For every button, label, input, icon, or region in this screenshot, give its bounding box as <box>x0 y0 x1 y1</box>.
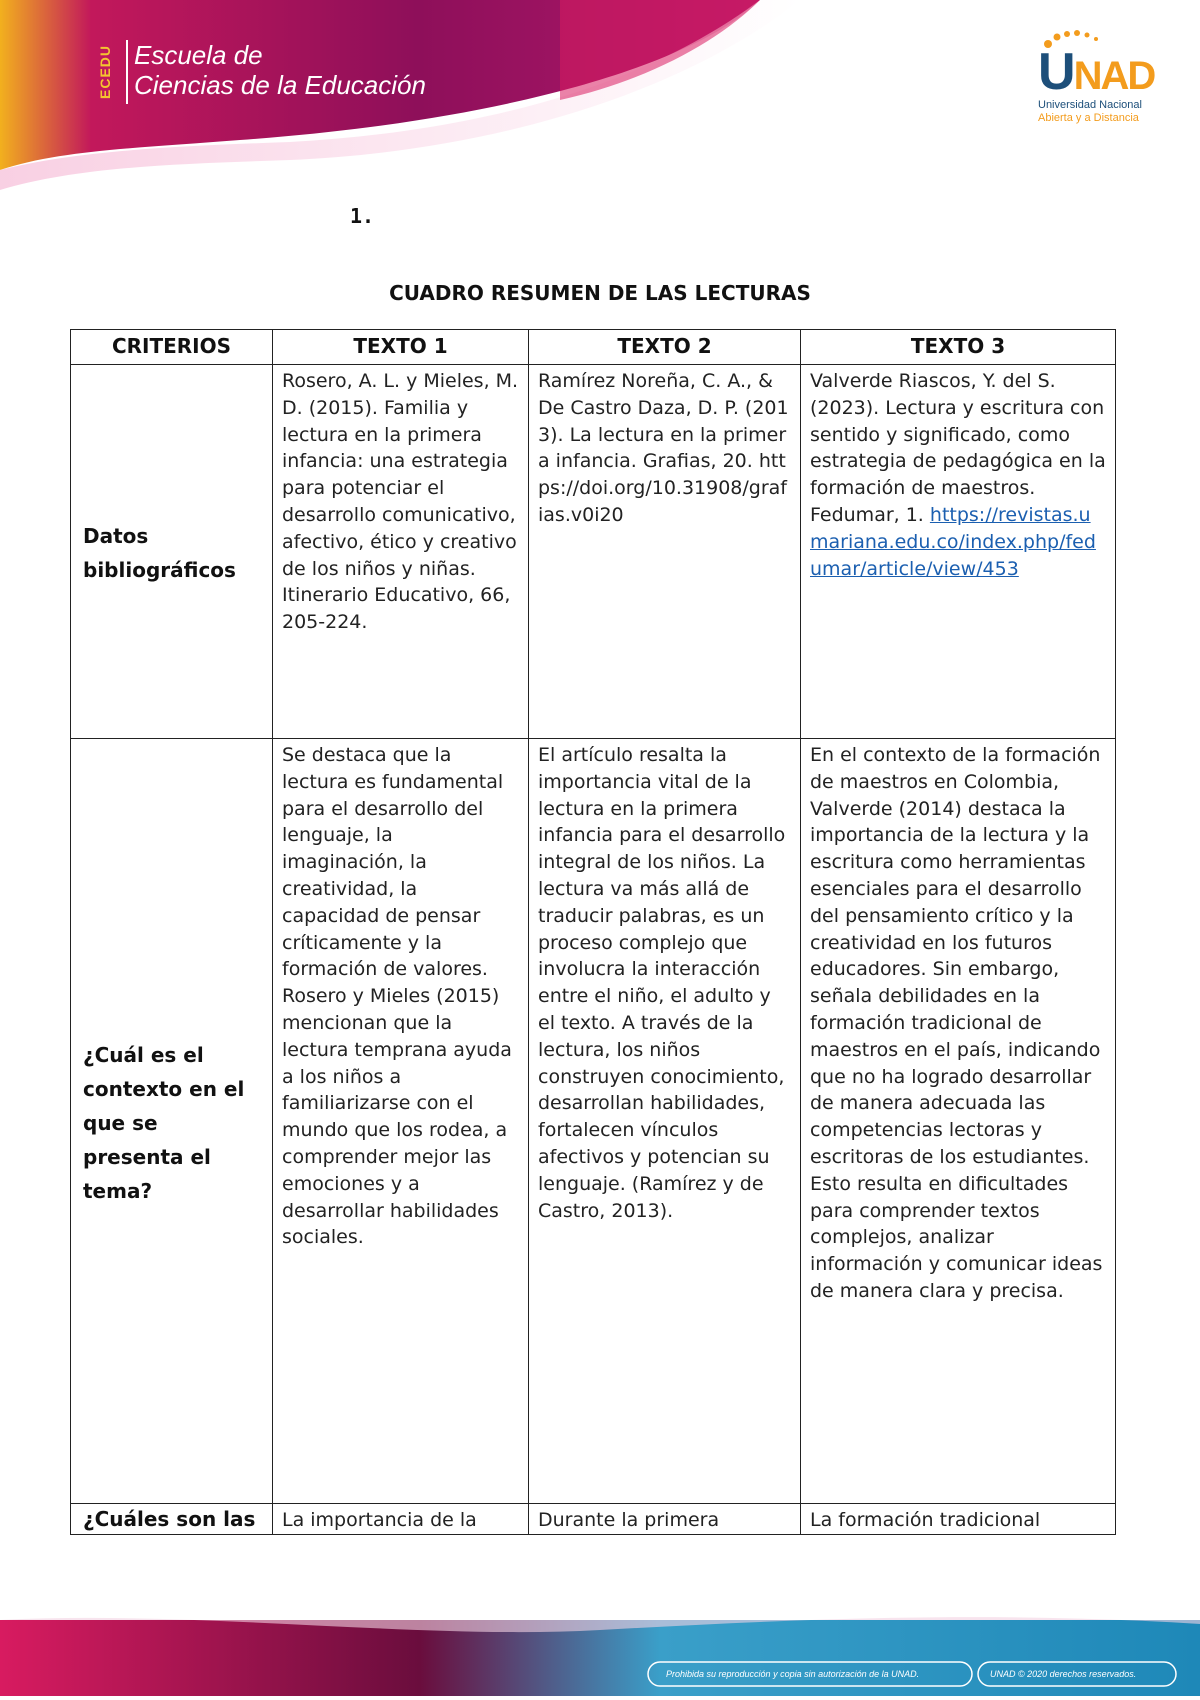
cell-texto-3: En el contexto de la formación de maestros en Colombia, Valverde (2014) destaca la importancia de la lectura y la escritura como herramientas esenciales para el desarrollo del pensamiento crítico y la creatividad en los futuros educadores. Sin embargo, señala debilidades en la formación tradicional de maestros en el país, indicando que no ha logrado desarrollar de manera adecuada las competencias lectoras y escritoras de los estudiantes. Esto resulta en dificultades para comprender textos complejos, analizar información y comunicar ideas de manera clara y precisa. <box>801 739 1116 1504</box>
school-name-line2: Ciencias de la Educación <box>134 70 426 100</box>
logo-subtitle-2: Abierta y a Distancia <box>1038 112 1139 124</box>
table-row <box>71 1504 1116 1535</box>
header-texto-3: TEXTO 3 <box>801 330 1116 365</box>
logo-wordmark: UNAD <box>1038 43 1155 101</box>
footer-copy-restriction: Prohibida su reproducción y copia sin autorización de la UNAD. <box>666 1669 920 1679</box>
cell-texto-2: Ramírez Noreña, C. A., & De Castro Daza, D. P. (2013). La lectura en la primera infancia. Grafias, 20. https://doi.org/10.31908/grafias.v0i20 <box>529 365 801 739</box>
table-row <box>71 365 1116 739</box>
brand-divider <box>126 40 128 104</box>
reference-text: Valverde Riascos, Y. del S. (2023). Lectura y escritura con sentido y significado, como estrategia de pedagógica en la formación de maestros. Fedumar, 1. <box>810 370 1106 526</box>
table-row <box>71 739 1116 1504</box>
page-header <box>0 0 1200 190</box>
logo-subtitle-1: Universidad Nacional <box>1038 99 1142 111</box>
school-name <box>134 40 426 100</box>
page-footer <box>0 1610 1200 1696</box>
section-number: 1. <box>350 204 375 228</box>
cell-texto-1: Rosero, A. L. y Mieles, M. D. (2015). Familia y lectura en la primera infancia: una estrategia para potenciar el desarrollo comunicativo, afectivo, ético y creativo de los niños y niñas. Itinerario Educativo, 66, 205-224. <box>273 365 529 739</box>
school-name-line1: Escuela de <box>134 40 263 70</box>
criterion-cell: ¿Cuál es el contexto en el que se presenta el tema? <box>71 739 273 1504</box>
header-criterios: CRITERIOS <box>71 330 273 365</box>
criterion-cell: ¿Cuáles son las <box>71 1504 273 1535</box>
cell-texto-3 <box>801 365 1116 739</box>
header-texto-2: TEXTO 2 <box>529 330 801 365</box>
table-header-row <box>71 330 1116 365</box>
cell-texto-2: Durante la primera <box>529 1504 801 1535</box>
ecedu-vertical-label: ECEDU <box>97 44 114 100</box>
cell-texto-1: Se destaca que la lectura es fundamental para el desarrollo del lenguaje, la imaginación, la creatividad, la capacidad de pensar críticamente y la formación de valores. Rosero y Mieles (2015) mencionan que la lectura temprana ayuda a los niños a familiarizarse con el mundo que los rodea, a comprender mejor las emociones y a desarrollar habilidades sociales. <box>273 739 529 1504</box>
footer-copyright: UNAD © 2020 derechos reservados. <box>990 1669 1137 1679</box>
footer-banner-graphic <box>0 1610 1200 1696</box>
cell-texto-3: La formación tradicional <box>801 1504 1116 1535</box>
document-title: CUADRO RESUMEN DE LAS LECTURAS <box>389 281 811 305</box>
summary-table <box>70 329 1116 1535</box>
header-texto-1: TEXTO 1 <box>273 330 529 365</box>
criterion-cell: Datos bibliográficos <box>71 365 273 739</box>
cell-texto-1: La importancia de la <box>273 1504 529 1535</box>
cell-texto-2: El artículo resalta la importancia vital de la lectura en la primera infancia para el desarrollo integral de los niños. La lectura va más allá de traducir palabras, es un proceso complejo que involucra la interacción entre el niño, el adulto y el texto. A través de la lectura, los niños construyen conocimiento, desarrollan habilidades, fortalecen vínculos afectivos y potencian su lenguaje. (Ramírez y de Castro, 2013). <box>529 739 801 1504</box>
reference-link[interactable]: https://revistas.umariana.edu.co/index.php/fedumar/article/view/453 <box>810 503 1096 580</box>
